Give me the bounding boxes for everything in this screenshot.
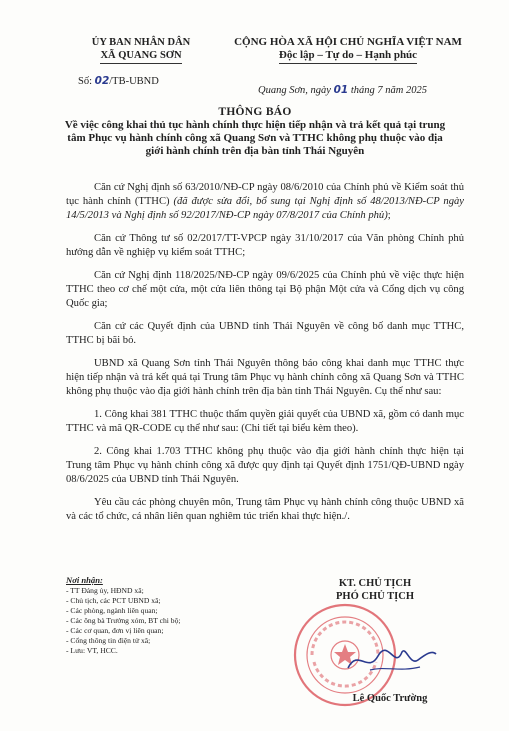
nation-name: CỘNG HÒA XÃ HỘI CHỦ NGHĨA VIỆT NAM — [234, 36, 462, 48]
document-title-block — [60, 106, 450, 158]
number-suffix: /TB-UBND — [109, 76, 159, 87]
document-number — [78, 75, 159, 87]
place-date — [258, 84, 427, 96]
paragraph-legal-basis-2: Căn cứ Thông tư số 02/2017/TT-VPCP ngày 31/10/2017 của Văn phòng Chính phủ hướng dẫn về nghiệp vụ kiểm soát TTHC; — [66, 233, 464, 258]
recipient-item: - Cổng thông tin điện tử xã; — [66, 636, 151, 645]
handwritten-signature — [340, 640, 440, 680]
document-type: THÔNG BÁO — [218, 106, 292, 118]
document-subject: Về việc công khai thủ tục hành chính thực hiện tiếp nhận và trả kết quả tại trung tâm Phục vụ hành chính công xã Quang Sơn và TTHC không phụ thuộc vào địa giới hành chính trên địa bàn tỉnh Thái Nguyên — [64, 119, 446, 157]
national-header — [218, 36, 478, 64]
recipients-list — [66, 575, 256, 656]
issuing-authority — [66, 36, 216, 64]
recipient-item: - TT Đảng ủy, HĐND xã; — [66, 586, 144, 595]
place-day: 01 — [333, 84, 349, 96]
place-suffix: tháng 7 năm 2025 — [350, 85, 427, 96]
place-prefix: Quang Sơn, ngày — [258, 85, 331, 96]
recipient-item: - Chủ tịch, các PCT UBND xã; — [66, 596, 161, 605]
recipients-heading: Nơi nhận: — [66, 575, 103, 585]
paragraph-announcement: UBND xã Quang Sơn tỉnh Thái Nguyên thông báo công khai danh mục TTHC thực hiện tiếp nhận và trả kết quả tại Trung tâm Phục vụ hành chính công xã Quang Sơn và TTHC không phụ thuộc vào địa giới hành chính trên địa bàn tỉnh Thái Nguyên. Cụ thể như sau: — [66, 358, 464, 397]
signature-line-1: KT. CHỦ TỊCH — [338, 578, 412, 589]
recipient-item: - Lưu: VT, HCC. — [66, 646, 118, 655]
recipient-item: - Các cơ quan, đơn vị liên quan; — [66, 626, 164, 635]
number-handwritten: 02 — [94, 75, 110, 87]
recipient-item: - Các phòng, ngành liên quan; — [66, 606, 158, 615]
paragraph-legal-basis-4: Căn cứ các Quyết định của UBND tỉnh Thái Nguyên về công bố danh mục TTHC, TTHC bị bãi bỏ. — [66, 321, 464, 346]
paragraph-legal-basis-1 — [66, 181, 464, 223]
paragraph-1-text: Căn cứ Nghị định số 63/2010/NĐ-CP ngày 08/6/2010 của Chính phủ về Kiểm soát thủ tục hành chính (TTHC) — [66, 182, 464, 207]
paragraph-legal-basis-3: Căn cứ Nghị định 118/2025/NĐ-CP ngày 09/6/2025 của Chính phủ về việc thực hiện TTHC theo cơ chế một cửa, một cửa liên thông tại Bộ phận Một cửa và Cổng dịch vụ công Quốc gia; — [66, 270, 464, 309]
document-body — [66, 181, 464, 533]
signer-name: Lê Quốc Trường — [352, 693, 428, 704]
paragraph-item-2: 2. Công khai 1.703 TTHC không phụ thuộc vào địa giới hành chính thực hiện tại Trung tâm Phục vụ hành chính công xã được quy định tại Quyết định 1751/QĐ-UBND ngày 08/6/2025 của UBND tỉnh Thái Nguyên. — [66, 446, 464, 485]
paragraph-1-italic: (đã được sửa đổi, bổ sung tại Nghị định số 48/2013/NĐ-CP ngày 14/5/2013 và Nghị định số 92/2017/NĐ-CP ngày 07/8/2017 của Chính phủ) — [66, 196, 464, 221]
national-motto: Độc lập – Tự do – Hạnh phúc — [279, 49, 417, 64]
number-prefix: Số: — [78, 76, 93, 87]
paragraph-request: Yêu cầu các phòng chuyên môn, Trung tâm Phục vụ hành chính công thuộc UBND xã và các tổ chức, cá nhân liên quan nghiêm túc triển khai thực hiện./. — [66, 497, 464, 522]
authority-line-1: ỦY BAN NHÂN DÂN — [91, 37, 191, 48]
paragraph-1-end: ; — [387, 210, 391, 221]
authority-line-2: XÃ QUANG SƠN — [100, 49, 181, 64]
recipient-item: - Các ông bà Trưởng xóm, BT chi bộ; — [66, 616, 181, 625]
paragraph-item-1: 1. Công khai 381 TTHC thuộc thẩm quyền giải quyết của UBND xã, gồm có danh mục TTHC và mã QR-CODE cụ thể như sau: (Chi tiết tại biểu kèm theo). — [66, 409, 464, 434]
signature-line-2: PHÓ CHỦ TỊCH — [336, 591, 414, 602]
